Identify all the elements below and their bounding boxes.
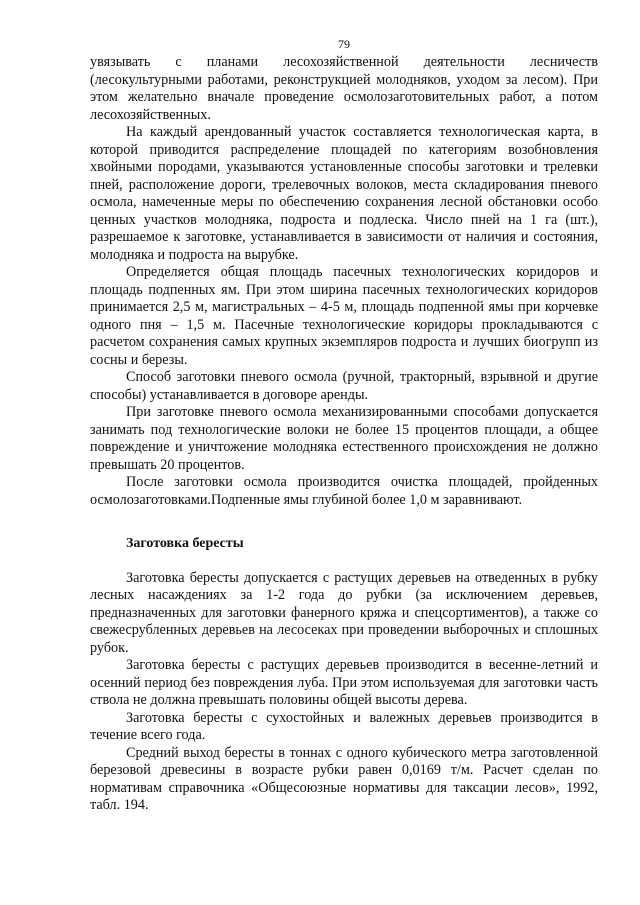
paragraph: При заготовке пневого осмола механизированными способами допускается занимать под технологические волоки не более 15 процентов площади, а общее повреждение и уничтожение молодняка естественного происхождения не должно превышать 20 процентов. bbox=[90, 404, 598, 473]
paragraph: Заготовка бересты допускается с растущих деревьев на отведенных в рубку лесных насаждениях за 1-2 года до рубки (за исключением деревьев, предназначенных для заготовки фанерного кряжа и спецсортиментов), а также со свежесрубленных деревьев на лесосеках при проведении выборочных и сплошных рубок. bbox=[90, 569, 598, 656]
paragraph: На каждый арендованный участок составляется технологическая карта, в которой приводится распределение площадей по категориям возобновления хвойными породами, указываются установленные способы заготовки и трелевки пней, расположение дороги, трелевочных волоков, места складирования пневого осмола, намеченные меры по обеспечению сохранения лесной обстановки особо ценных участков молодняка, подроста и подлеска. Число пней на 1 га (шт.), разрешаемое к заготовке, устанавливается в зависимости от наличия и состояния, молодняка и подроста на вырубке. bbox=[90, 124, 598, 263]
paragraph: увязывать с планами лесохозяйственной деятельности лесничеств (лесокультурными работами, реконструкцией молодняков, уходом за лесом). При этом желательно вначале проведение осмолозаготовительных работ, а потом лесохозяйственных. bbox=[90, 54, 598, 123]
paragraph: Заготовка бересты с растущих деревьев производится в весенне-летний и осенний период без повреждения луба. При этом используемая для заготовки часть ствола не должна превышать половины общей высоты дерева. bbox=[90, 657, 598, 708]
paragraph: После заготовки осмола производится очистка площадей, пройденных осмолозаготовками.Подпенные ямы глубиной более 1,0 м заравнивают. bbox=[90, 474, 598, 508]
page-number: 79 bbox=[338, 37, 350, 51]
paragraph: Определяется общая площадь пасечных технологических коридоров и площадь подпенных ям. При этом ширина пасечных технологических коридоров принимается 2,5 м, магистральных – 4-5 м, площадь подпенной ямы при корчевке одного пня – 1,5 м. Пасечные технологические коридоры прокладываются с расчетом сохранения самых крупных экземпляров подроста и лучших биогрупп из сосны и березы. bbox=[90, 264, 598, 368]
paragraph: Средний выход бересты в тоннах с одного кубического метра заготовленной березовой древесины в возрасте рубки равен 0,0169 т/м. Расчет сделан по нормативам справочника «Общесоюзные нормативы для таксации лесов», 1992, табл. 194. bbox=[90, 744, 598, 813]
body-text-top bbox=[90, 54, 598, 509]
section-heading: Заготовка бересты bbox=[126, 536, 244, 551]
body-text-bottom bbox=[90, 570, 598, 815]
paragraph: Заготовка бересты с сухостойных и валежных деревьев производится в течение всего года. bbox=[90, 709, 598, 743]
paragraph: Способ заготовки пневого осмола (ручной, тракторный, взрывной и другие способы) устанавливается в договоре аренды. bbox=[90, 369, 598, 403]
